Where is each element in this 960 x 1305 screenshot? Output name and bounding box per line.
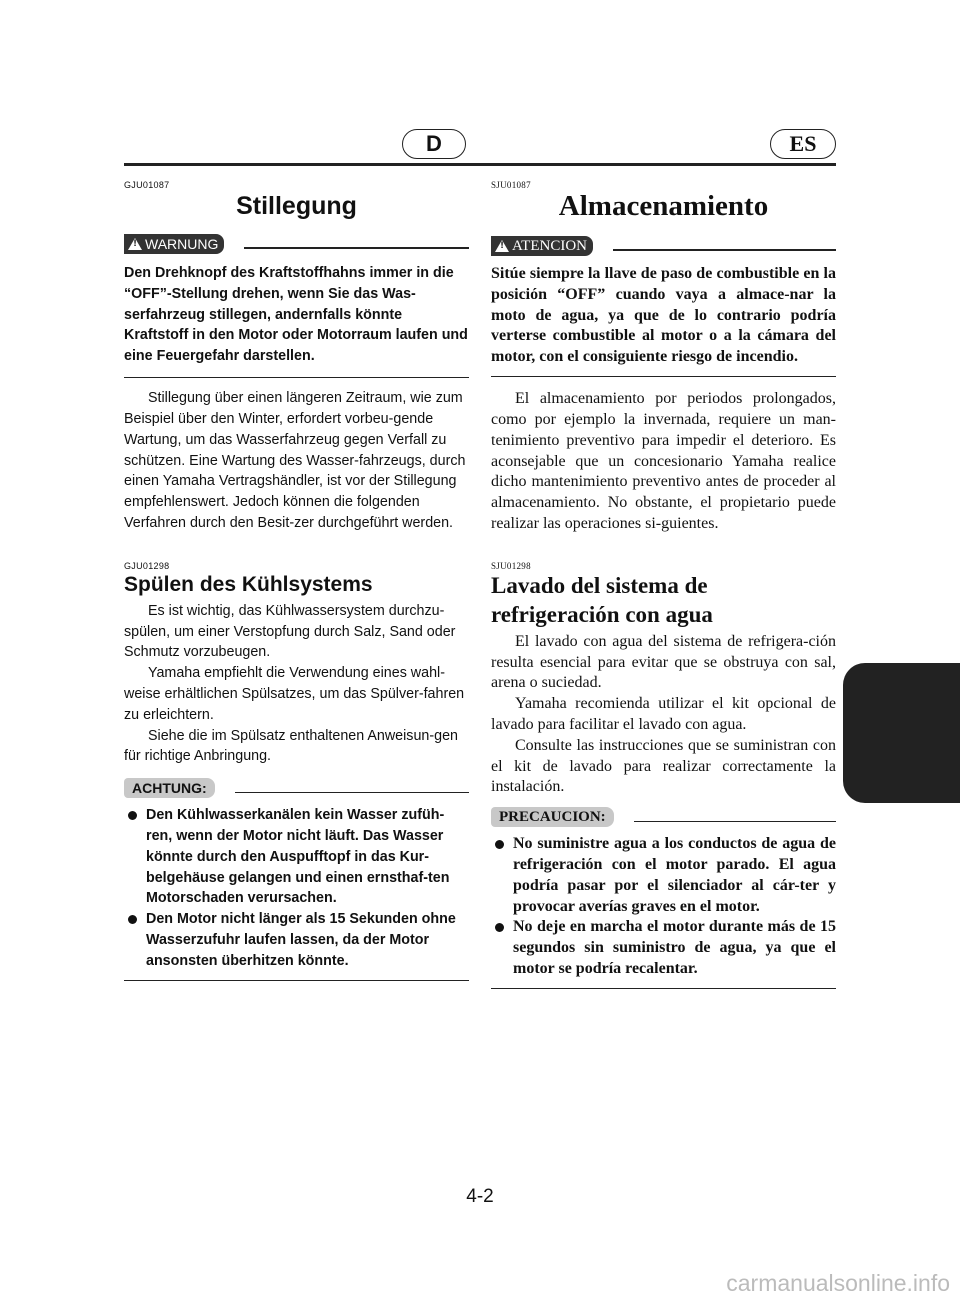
list-item-text: Den Kühlwasserkanälen kein Wasser zufüh-ren, wenn der Motor nicht läuft. Das Wasser könnte durch den Auspufftopf in das Kur-belgehäuse gelangen und einen ernsthaf-ten Motorschaden verursachen. — [146, 807, 450, 907]
warning-header — [124, 233, 469, 255]
caution-header — [124, 777, 469, 799]
paragraph: El lavado con agua del sistema de refrigera-ción resulta esencial para evitar que se obstruya con sal, arena o suciedad. — [491, 632, 836, 692]
warning-text: Sitúe siempre la llave de paso de combustible en la posición “OFF” cuando vaya a almace-nar la moto de agua, ya que de lo contrario podría verterse combustible al motor o a la cámara del motor, con el consiguiente riesgo de incendio. — [491, 265, 836, 366]
caution-label: PRECAUCION: — [491, 807, 614, 827]
caution-list — [491, 834, 836, 980]
list-item — [491, 917, 836, 979]
caution-header-line — [634, 821, 836, 822]
watermark: carmanualsonline.info — [726, 1270, 950, 1296]
paragraph: Siehe die im Spülsatz enthaltenen Anweisun-gen für richtige Anbringung. — [124, 727, 458, 765]
caution-bottom-rule — [491, 988, 836, 989]
list-item-text: No deje en marcha el motor durante más de 15 segundos sin suministro de agua, ya que el motor se podría recalentar. — [513, 918, 836, 977]
paragraph: Consulte las instrucciones que se suministran con el kit de lavado para realizar correctamente la instalación. — [491, 736, 836, 796]
bullet-icon — [128, 915, 137, 924]
warning-header-line — [613, 249, 836, 250]
header-rule — [124, 163, 836, 166]
warning-header-line — [244, 247, 469, 248]
caution-header-line — [235, 792, 469, 793]
section-code: SJU01087 — [491, 180, 531, 190]
list-item — [124, 909, 469, 971]
paragraph: Yamaha empfiehlt die Verwendung eines wahl-weise erhältlichen Spülsatzes, um das Spülver-fahren zu erleichtern. — [124, 665, 465, 723]
warning-bottom-rule — [491, 376, 836, 377]
language-code-es: ES — [789, 131, 817, 156]
section-code: GJU01298 — [124, 560, 170, 571]
warning-label — [124, 234, 224, 254]
caution-header — [491, 806, 836, 828]
list-item — [491, 834, 836, 917]
list-item-text: No suministre agua a los conductos de agua de refrigeración con el motor parado. El agua podría pasar por el silenciador al cár-ter y provocar averías graves en el motor. — [513, 835, 836, 915]
section-code: SJU01298 — [491, 560, 531, 571]
subsection-title: Spülen des Kühlsystems — [124, 572, 373, 596]
warning-text: Den Drehknopf des Kraftstoffhahns immer in die “OFF”-Stellung drehen, wenn Sie das Was-serfahrzeug stillegen, andernfalls könnte Kraftstoff in den Motor oder Motorraum laufen und eine Feuergefahr darstellen. — [124, 265, 468, 365]
warning-triangle-icon — [495, 240, 509, 252]
list-item-text: Den Motor nicht länger als 15 Sekunden ohne Wasserzufuhr laufen lassen, da der Motor ansonsten überhitzen könnte. — [146, 911, 456, 969]
bullet-icon — [128, 811, 137, 820]
warning-bottom-rule — [124, 377, 469, 378]
bullet-icon — [495, 923, 504, 932]
section-code: GJU01087 — [124, 180, 170, 190]
language-tab-de — [402, 129, 466, 159]
intro-paragraph: El almacenamiento por periodos prolongados, como por ejemplo la invernada, requiere un man-tenimiento preventivo para impedir el deterioro. Es aconsejable que un concesionario Yamaha realice dicho mantenimiento preventivo antes de proceder al almacenamiento. No obstante, el propietario puede realizar las operaciones si-guientes. — [491, 390, 836, 532]
caution-bottom-rule — [124, 980, 469, 981]
warning-label — [491, 236, 593, 256]
language-tab-es — [770, 129, 836, 159]
column-german — [124, 180, 469, 981]
subsection-title-line: refrigeración con agua — [491, 601, 713, 627]
paragraph: Es ist wichtig, das Kühlwassersystem durchzu-spülen, um einer Verstopfung durch Salz, Sand oder Schmutz vorzubeugen. — [124, 602, 456, 661]
section-title: Almacenamiento — [558, 190, 769, 222]
list-item — [124, 805, 469, 909]
column-spanish — [491, 180, 836, 989]
warning-label-text: WARNUNG — [145, 236, 219, 252]
intro-paragraph: Stillegung über einen längeren Zeitraum, wie zum Beispiel über den Winter, erfordert vorbeu-gende Wartung, um das Wasserfahrzeug gegen Verfall zu schützen. Eine Wartung des Wasser-fahrzeugs, durch einen Yamaha Vertragshändler, ist vor der Stillegung empfehlenswert. Jedoch können die folgenden Verfahren durch den Besit-zer durchgeführt werden. — [124, 390, 466, 531]
subsection-title-line: Lavado del sistema de — [491, 572, 708, 598]
warning-header — [491, 235, 836, 257]
language-code-de: D — [426, 131, 442, 156]
section-title: Stillegung — [236, 192, 357, 220]
subsection-title — [491, 571, 836, 629]
caution-list — [124, 805, 469, 971]
bullet-icon — [495, 840, 504, 849]
page-number: 4-2 — [466, 1186, 494, 1207]
warning-label-text: ATENCION — [512, 237, 587, 254]
caution-label: ACHTUNG: — [124, 778, 215, 798]
paragraph: Yamaha recomienda utilizar el kit opcional de lavado para facilitar el lavado con agua. — [491, 695, 836, 733]
chapter-tab — [843, 663, 960, 803]
warning-triangle-icon — [128, 238, 142, 250]
